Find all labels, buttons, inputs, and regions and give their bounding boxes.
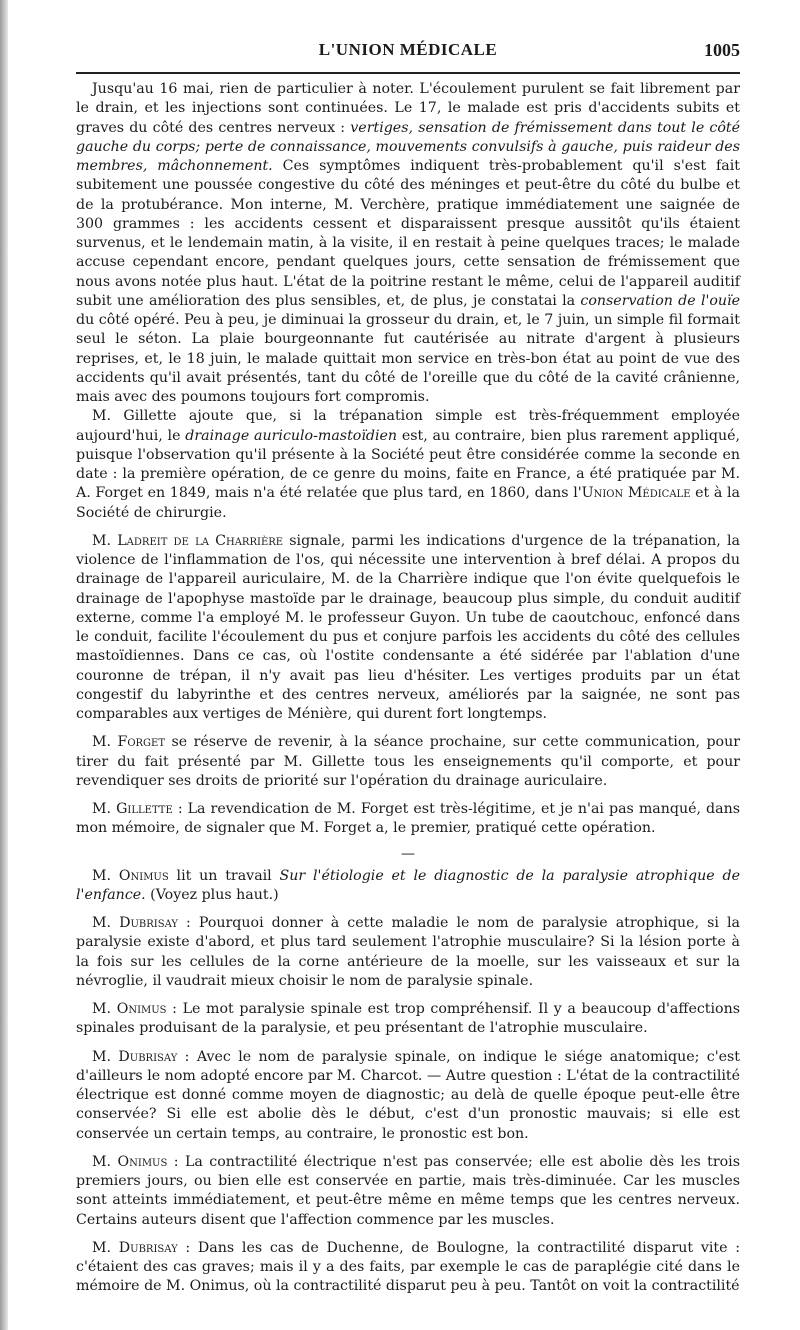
onimus-reply-paragraph-2: M. Onimus : La contractilité électrique n'est pas conservée; elle est abolie dès les trois premiers jours, ou bien elle est conservée en partie, mais très-diminuée. Car les muscles sont atteints immédiatement, et peut-être même en même temps que les centres nerveux. Certains auteurs disent que l'affection commence par les muscles. xyxy=(76,1153,741,1228)
ladreit-paragraph: M. Ladreit de la Charrière signale, parmi les indications d'urgence de la trépanation, la violence de l'inflammation de l'os, qui nécessite une intervention à bref délai. A propos du drainage de l'appareil auriculaire, M. de la Charrière indique que l'on évite quelquefois le drainage de l'apophyse mastoïde par le drainage, beaucoup plus simple, du conduit auditif externe, comme l'a employé M. le professeur Guyon. Un tube de caoutchouc, enfoncé dans le conduit, facilite l'écoulement du pus et conjure parfois les accidents du côté des cellules mastoïdiennes. Dans ce cas, où l'ostite condensante a été sidérée par l'ablation d'une couronne de trépan, il n'y avait pas lieu d'hésiter. Les vertiges produits par un état congestif du labyrinthe et des centres nerveux, améliorés par la saignée, ne sont pas comparables aux vertiges de Ménière, qui durent fort longtemps. xyxy=(76,532,741,722)
page-edge-shadow xyxy=(0,0,8,1330)
forget-paragraph: M. Forget se réserve de revenir, à la séance prochaine, sur cette communication, pour tirer du fait présenté par M. Gillette tous les enseignements qu'il comporte, et pour revendiquer ses droits de priorité sur l'opération du drainage auriculaire. xyxy=(76,734,741,789)
gillette-reply-paragraph: M. Gillette : La revendication de M. Forget est très-légitime, et je n'ai pas manqué, dans mon mémoire, de signaler que M. Forget a, le premier, pratiqué cette opération. xyxy=(76,801,741,837)
onimus-paragraph: M. Onimus lit un travail Sur l'étiologie et le diagnostic de la paralysie atrophique de l'enfance. (Voyez plus haut.) xyxy=(76,867,740,903)
dubrisay-paragraph-1: M. Dubrisay : Pourquoi donner à cette maladie le nom de paralysie atrophique, si la paralysie existe d'abord, et plus tard seulement l'atrophie musculaire? Si la lésion porte à la fois sur les cellules de la corne antérieure de la moelle, sur les vaisseaux et sur la névroglie, il vaudrait mieux choisir le nom de paralysie spinale. xyxy=(76,915,741,989)
onimus-reply-paragraph-1: M. Onimus : Le mot paralysie spinale est trop compréhensif. Il y a beaucoup d'affections spinales produisant de la paralysie, et peu présentant de l'atrophie musculaire. xyxy=(76,1001,741,1037)
gillette-paragraph: M. Gillette ajoute que, si la trépanation simple est très-fréquemment employée aujourd'hui, le drainage auriculo-mastoïdien est, au contraire, bien plus rarement appliqué, puisque l'observation qu'il présente à la Société peut être considérée comme la seconde en date : la première opération, de ce genre du moins, faite en France, a été pratiquée par M. A. Forget en 1849, mais n'a été relatée que plus tard, en 1860, dans l'Union Médicale et à la Société de chirurgie. xyxy=(76,408,740,521)
section-separator: — xyxy=(401,845,415,862)
header-rule xyxy=(76,72,740,74)
journal-page xyxy=(76,36,740,1297)
case-report-paragraph: Jusqu'au 16 mai, rien de particulier à noter. L'écoulement purulent se fait librement par le drain, et les injections sont continuées. Le 17, le malade est pris d'accidents subits et graves du côté des centres nerveux : vertiges, sensation de frémissement dans tout le côté gauche du corps; perte de connaissance, mouvements convulsifs à gauche, puis raideur des membres, mâchonnement. Ces symptômes indiquent très-probablement qu'il s'est fait subitement une poussée congestive du côté des méninges et peut-être du côté du bulbe et de la protubérance. Mon interne, M. Verchère, pratique immédiatement une saignée de 300 grammes : les accidents cessent et disparaissent presque aussitôt qu'ils étaient survenus, et le lendemain matin, à la visite, il en restait à peine quelques traces; le malade accuse cependant encore, pendant quelques jours, cette sensation de frémissement que nous avons notée plus haut. L'état de la poitrine restant le même, celui de l'appareil auditif subit une amélioration des plus sensibles, et, de plus, je constatai la conservation de l'ouïe du côté opéré. Peu à peu, je diminuai la grosseur du drain, et, le 7 juin, un simple fil formait seul le séton. La plaie bourgeonnante fut cautérisée au nitrate d'argent à plusieurs reprises, et, le 18 juin, le malade quittait mon service en très-bon état au point de vue des accidents qu'il avait présentés, tant du côté de l'oreille que du côté de la cavité crânienne, mais avec des poumons toujours fort compromis. xyxy=(76,81,741,405)
running-title: L'UNION MÉDICALE xyxy=(318,40,498,59)
dubrisay-paragraph-2: M. Dubrisay : Avec le nom de paralysie spinale, on indique le siége anatomique; c'est d'ailleurs le nom adopté encore par M. Charcot. — Autre question : L'état de la contractilité électrique est donné comme moyen de diagnostic; au delà de quelle époque peut-elle être conservée? Si elle est abolie dès le début, c'est d'un pronostic mauvais; si elle est conservée un certain temps, au contraire, le pronostic est bon. xyxy=(76,1048,740,1142)
page-header xyxy=(76,36,740,66)
dubrisay-paragraph-3: M. Dubrisay : Dans les cas de Duchenne, de Boulogne, la contractilité disparut vite : c'étaient des cas graves; mais il y a des faits, par exemple le cas de paraplégie cité dans le mémoire de M. Onimus, où la contractilité disparut peu à peu. Tantôt on voit la contractilité xyxy=(76,1239,740,1295)
page-number: 1005 xyxy=(704,40,740,60)
